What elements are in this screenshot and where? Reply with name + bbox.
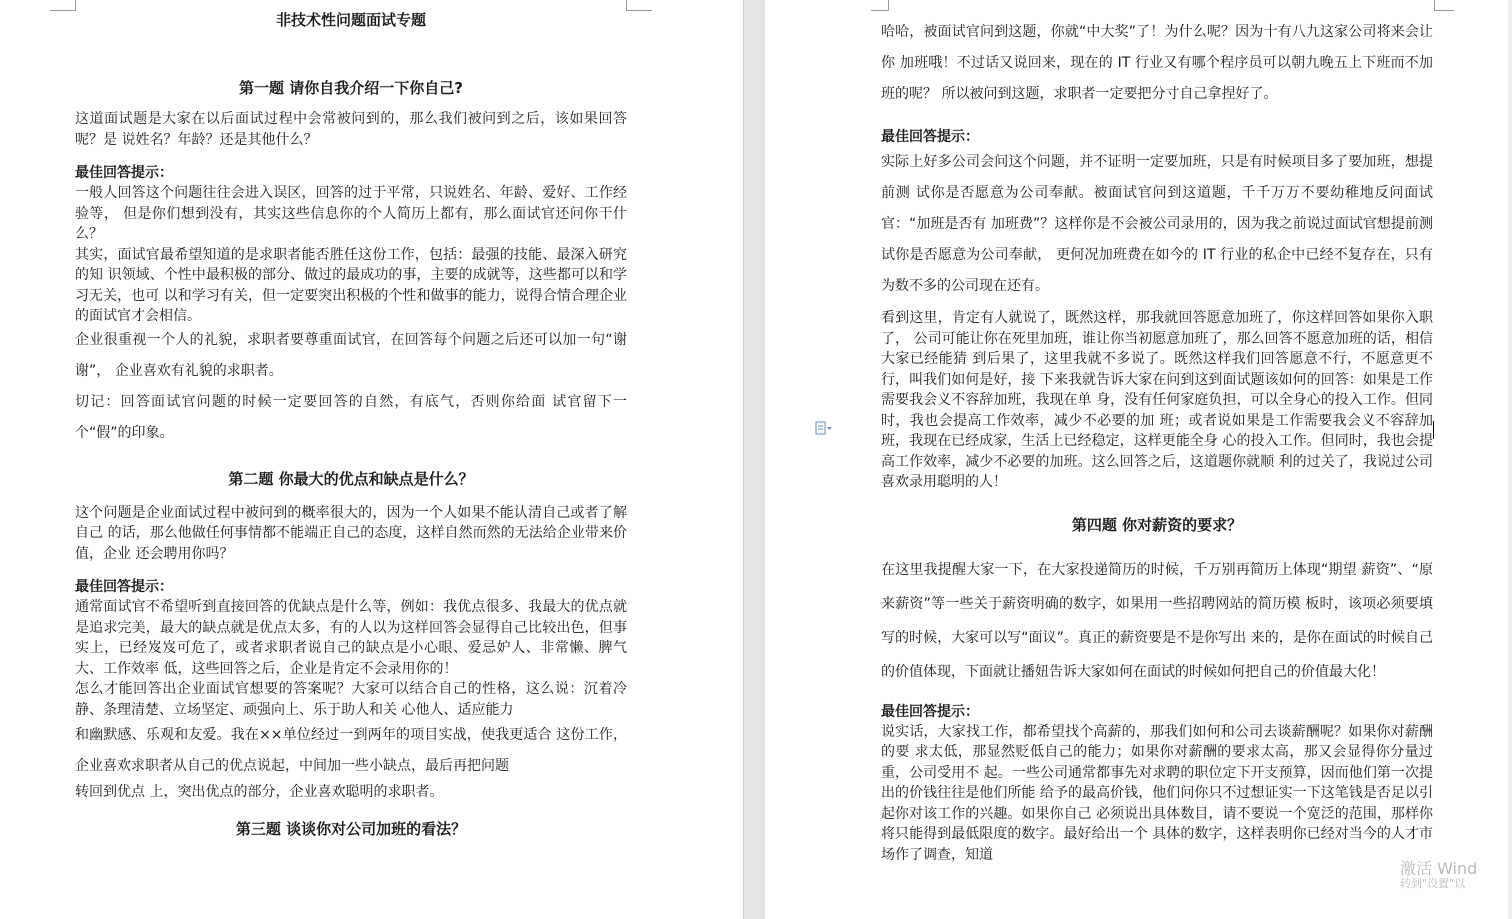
q2-paragraph-1: 通常面试官不希望听到直接回答的优缺点是什么等，例如：我优点很多、我最大的优点就 是追求完美，最大的缺点就是优点太多，有的人以为这样回答会显得自己比较出色，但事实上，已经岌岌可危了，或者求职者说自己的缺点是小心眼、爱忌妒人、非常懒、脾气大、工作效率 低，这些回答之后，企业是肯定不会录用你的！ <box>75 599 627 677</box>
watermark-line-1: 激活 Wind <box>1400 859 1478 878</box>
text-cursor <box>1433 421 1434 439</box>
question-2-title: 第二题 你最大的优点和缺点是什么？ <box>228 469 474 488</box>
activation-watermark <box>1400 860 1512 890</box>
crop-mark <box>50 10 76 11</box>
q1-paragraph-3: 企业很重视一个人的礼貌，求职者要尊重面试官，在回答每个问题之后还可以加一句“谢谢”， 企业喜欢有礼貌的求职者。 <box>75 331 627 379</box>
q3-paragraph-2: 看到这里，肯定有人就说了，既然这样，那我就回答愿意加班了，你这样回答如果你入职了， 公司可能让你在死里加班，谁让你当初愿意加班了，那么回答不愿意加班的话，相信大家已经能猜 到后果了，这里我就不多说了。既然这样我们回答愿意不行，不愿意更不行，叫我们如何是好，接 下来我就告诉大家在问到这到面试题该如何的回答：如果是工作需要我会义不容辞加班，我现在单 身，没有任何家庭负担，可以全身心的投入工作。但同时，我也会提高工作效率，减少不必要的加 班；或者说如果是工作需要我会义不容辞加班，我现在已经成家，生活上已经稳定，这样更能全身 心的投入工作。但同时，我也会提高工作效率，减少不必要的加班。这么回答之后，这道题你就顺 利的过关了，我说过公司喜欢录用聪明的人！ <box>881 310 1433 490</box>
paste-options-icon[interactable] <box>815 420 833 436</box>
watermark-line-2: 转到"设置"以 <box>1400 877 1466 890</box>
crop-mark <box>1434 0 1435 11</box>
q4-paragraph-0: 在这里我提醒大家一下，在大家投递简历的时候，千万别再简历上体现“期望 薪资”、“原来薪资”等一些关于薪资明确的数字，如果用一些招聘网站的简历模 板时，该项必须要填写的时候，大家可以写“面议”。真正的薪资要是不是你写出 来的，是你在面试的时候自己的价值体现，下面就让播妞告诉大家如何在面试的时候如何把自己的价值最大化！ <box>881 561 1433 680</box>
question-1-title: 第一题 请你自我介绍一下你自己? <box>239 79 463 97</box>
q1-intro: 这道面试题是大家在以后面试过程中会常被问到的，那么我们被问到之后，该如果回答呢？是 说姓名？年龄？还是其他什么？ <box>75 111 627 148</box>
q3-paragraph-0: 哈哈，被面试官问到这题，你就“中大奖”了！为什么呢？因为十有八九这家公司将来会让你 加班哦！不过话又说回来，现在的 IT 行业又有哪个程序员可以朝九晚五上下班而不加班的呢？ 所以被问到这题，求职者一定要把分寸自己拿捏好了。 <box>881 24 1433 102</box>
q3-paragraph-1: 实际上好多公司会问这个问题，并不证明一定要加班，只是有时候项目多了要加班，想提前测 试你是否愿意为公司奉献。被面试官问到这道题，千千万万不要幼稚地反问面试官：“加班是否有 加班费”？这样你是不会被公司录用的，因为我之前说过面试官想提前测试你是否愿意为公司奉献， 更何况加班费在如今的 IT 行业的私企中已经不复存在，只有为数不多的公司现在还有。 <box>881 154 1433 294</box>
question-3-title: 第三题 谈谈你对公司加班的看法？ <box>235 819 467 838</box>
q4-answer-label: 最佳回答提示： <box>881 703 979 720</box>
q2-intro: 这个问题是企业面试过程中被问到的概率很大的，因为一个人如果不能认清自己或者了解自己 的话，那么他做任何事情都不能端正自己的态度，这样自然而然的无法给企业带来价值，企业 还会聘用你吗？ <box>75 504 627 562</box>
q1-paragraph-1: 一般人回答这个问题往往会进入误区，回答的过于平常，只说姓名、年龄、爱好、工作经验等， 但是你们想到没有，其实这些信息你的个人简历上都有，那么面试官还问你干什么？ <box>75 185 627 242</box>
crop-mark <box>626 10 652 11</box>
document-page-left <box>0 0 743 919</box>
page-content[interactable] <box>75 0 627 839</box>
page-gutter <box>743 0 767 919</box>
q2-paragraph-2b: 和幽默感、乐观和友爱。我在××单位经过一到两年的项目实战，使我更适合 这份工作，企业喜欢求职者从自己的优点说起，中间加一些小缺点，最后再把问题 <box>75 727 627 774</box>
q2-answer-label: 最佳回答提示： <box>75 579 173 595</box>
q3-answer-label: 最佳回答提示： <box>881 129 979 145</box>
q1-paragraph-2: 其实，面试官最希望知道的是求职者能否胜任这份工作，包括：最强的技能、最深入研究的知 识领域、个性中最积极的部分、做过的最成功的事，主要的成就等，这些都可以和学习无关，也可 以和学习有关，但一定要突出积极的个性和做事的能力，说得合情合理企业的面试官才会相信。 <box>75 246 627 324</box>
q2-paragraph-2a: 怎么才能回答出企业面试官想要的答案呢？大家可以结合自己的性格，这么说：沉着冷静、条理清楚、立场坚定、顽强向上、乐于助人和关 心他人、适应能力 <box>75 681 627 718</box>
document-page-right <box>765 0 1512 919</box>
q4-paragraph-1: 说实话，大家找工作，都希望找个高薪的，那我们如何和公司去谈薪酬呢？如果你对薪酬的要 求太低，那显然贬低自己的能力；如果你对薪酬的要求太高，那又会显得你分量过重，公司受用不 起。一些公司通常都事先对求聘的职位定下开支预算，因而他们第一次提出的价钱往往是他们所能 给予的最高价钱，他们问你只不过想证实一下这笔钱是否足以引起你对该工作的兴趣。如果你自己 必须说出具体数目，请不要说一个宽泛的范围，那样你将只能得到最低限度的数字。最好给出一个 具体的数字，这样表明你已经对当今的人才市场作了调查，知道 <box>881 723 1433 863</box>
question-4-title: 第四题 你对薪资的要求？ <box>1071 515 1243 534</box>
q1-answer-label: 最佳回答提示： <box>75 165 173 181</box>
q1-paragraph-4: 切记：回答面试官问题的时候一定要回答的自然，有底气，否则你给面 试官留下一个“假”的印象。 <box>75 393 627 441</box>
scrollbar[interactable] <box>1508 0 1512 919</box>
q2-paragraph-2c: 转回到优点 上，突出优点的部分，企业喜欢聪明的求职者。 <box>75 784 444 800</box>
crop-mark <box>1434 10 1454 11</box>
page-content[interactable] <box>881 0 1433 865</box>
document-title: 非技术性问题面试专题 <box>275 11 426 29</box>
